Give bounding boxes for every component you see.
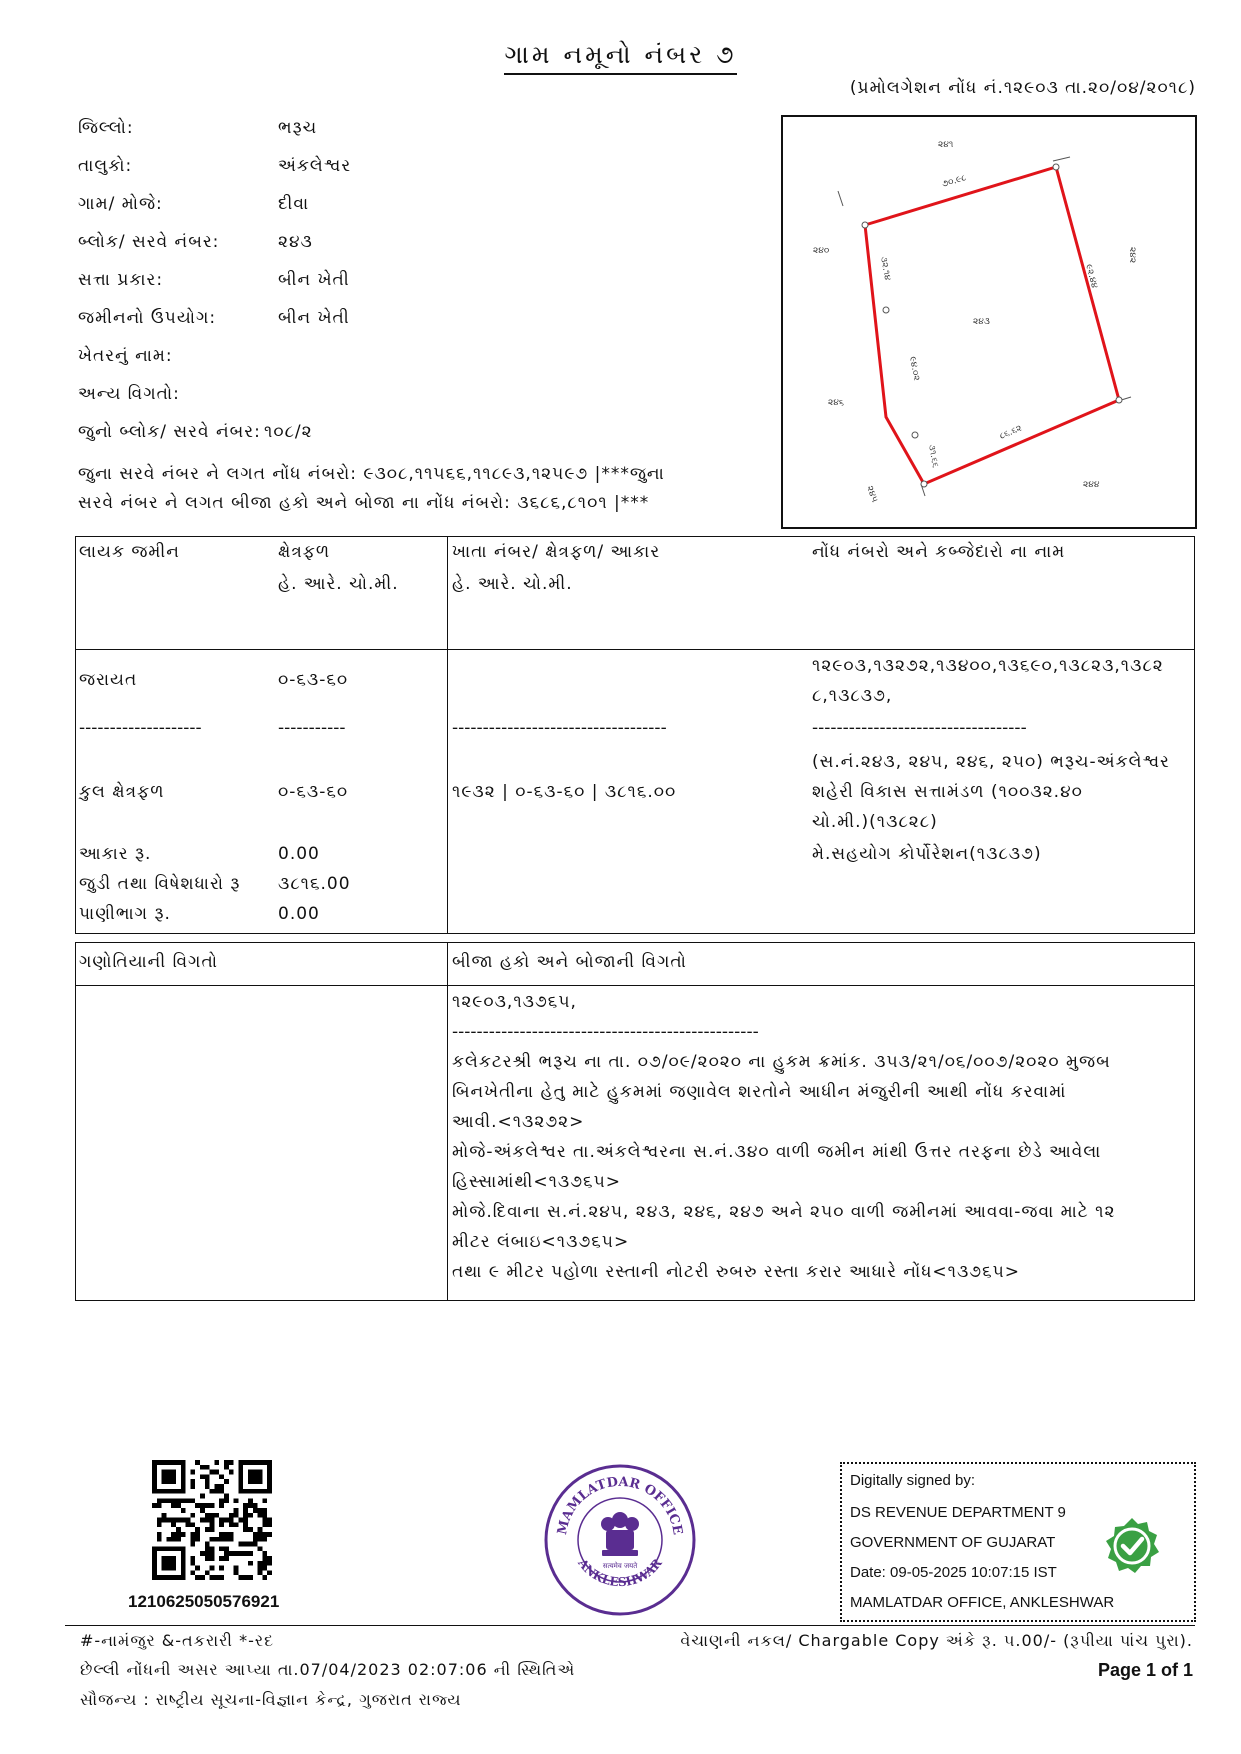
page-number: Page 1 of 1 (1097, 1660, 1193, 1680)
footer-courtesy: સૌજન્ય : રાષ્ટ્રીય સૂચના-વિજ્ઞાન કેન્દ્ર, ગુજરાત રાજ્ય (80, 1690, 462, 1709)
owner-name: શહેરી વિકાસ સત્તામંડળ (૧૦૦૩૨.૪૦ (812, 782, 1083, 802)
header-land: લાયક જમીન (79, 542, 180, 562)
land-details-table (75, 536, 1195, 934)
promulgation-note: (પ્રમોલગેશન નોંધ નં.૧૨૯૦૩ તા.૨૦/૦૪/૨૦૧૮) (849, 78, 1196, 98)
jarayat-label: જરાયત (79, 670, 138, 690)
divider: ----------------------------------- (452, 718, 667, 738)
header-area: ક્ષેત્રફળ (278, 542, 331, 562)
header-account: ખાતા નંબર/ ક્ષેત્રફળ/ આકાર (452, 542, 661, 562)
pani-value: 0.00 (278, 904, 320, 924)
signature-line: Digitally signed by: (850, 1472, 976, 1489)
judi-value: ૩૮૧૬.00 (278, 874, 351, 894)
map-neighbor-label: ૨૪૦ (813, 246, 830, 256)
signature-line: GOVERNMENT OF GUJARAT (850, 1534, 1056, 1551)
header-account-unit: હે. આરે. ચો.મી. (452, 574, 573, 594)
rights-line: બિનખેતીના હેતુ માટે હુકમમાં જણાવેલ શરતોને આધીન મંજુરીની આથી નોંધ કરવામાં (452, 1082, 1067, 1102)
header-rights: બીજા હકો અને બોજાની વિગતો (452, 952, 687, 972)
total-area-value: ૦-૬૩-૬૦ (278, 782, 349, 802)
rights-line: મોજે.દિવાના સ.નં.૨૪૫, ૨૪૩, ૨૪૬, ૨૪૭ અને ૨૫૦ વાળી જમીનમાં આવવા-જવા માટે ૧૨ (452, 1202, 1116, 1222)
signature-line: MAMLATDAR OFFICE, ANKLESHWAR (850, 1594, 1115, 1611)
header-tenants: ગણોતિયાની વિગતો (79, 952, 218, 972)
seal-bottom-text: ANKLESHWAR (575, 1556, 665, 1590)
field-land-use: જમીનનો ઉપયોગ: બીન ખેતી (78, 308, 350, 328)
field-village: ગામ/ મોજે: દીવા (78, 194, 310, 214)
field-old-survey-number: જુનો બ્લોક/ સરવે નંબર: ૧૦૮/૨ (78, 422, 313, 442)
rights-line: હિસ્સામાંથી<૧૩૭૬૫> (452, 1172, 621, 1192)
old-survey-notes: જુના સરવે નંબર ને લગત નોંધ નંબરો: ૯૩૦૮,૧૧૫૬૬,૧૧૮૯૩,૧૨૫૯૭ |***જુના સરવે નંબર ને લગત બીજા હકો અને બોજા ના નોંધ નંબરો: ૩૬૮૬,૮૧૦૧ |*** (78, 464, 665, 513)
map-edge-label: ૯૨.૪૪ (1083, 263, 1100, 290)
seal-motto: सत्यमेव जयते (602, 1562, 638, 1570)
footer-copy-fee: વેચાણની નકલ/ Chargable Copy અંકે રૂ. ૫.00/- (રૂપીયા પાંચ પુરા). (680, 1631, 1193, 1650)
rights-line: ૧૨૯૦૩,૧૩૭૬૫, (452, 992, 577, 1012)
header-owners: નોંધ નંબરો અને કબ્જેદારો ના નામ (812, 542, 1066, 562)
qr-code (152, 1460, 272, 1580)
rights-line: તથા ૯ મીટર પહોળા રસ્તાની નોટરી રુબરુ રસ્તા કરાર આધારે નોંધ<૧૩૭૬૫> (452, 1262, 1021, 1282)
field-tenure-type: સત્તા પ્રકાર: બીન ખેતી (78, 270, 350, 290)
divider: -------------------------------------------------- (452, 1022, 759, 1042)
footer-divider (65, 1625, 1195, 1626)
plot-map (781, 115, 1197, 529)
map-edge-label: ૯૪.૦૨ (907, 355, 922, 382)
mamlatdar-seal (542, 1462, 698, 1618)
rights-line: મીટર લંબાઇ<૧૩૭૬૫> (452, 1232, 630, 1252)
map-neighbor-label: ૨૪૪ (1083, 480, 1100, 490)
field-survey-number: બ્લોક/ સરવે નંબર: ૨૪૩ (78, 232, 313, 252)
divider: -------------------- (79, 718, 202, 738)
field-taluka: તાલુકો: અંકલેશ્વર (78, 156, 352, 176)
field-other-details: અન્ય વિગતો: (78, 384, 180, 404)
jarayat-value: ૦-૬૩-૬૦ (278, 670, 349, 690)
judi-label: જુડી તથા વિષેશધારો રૂ (79, 874, 241, 894)
owner-name: ચો.મી.)(૧૩૮૨૮) (812, 812, 938, 832)
seal-top-text: MAMLATDAR OFFICE (554, 1474, 685, 1537)
document-title: ગામ નમૂનો નંબર ૭ (0, 40, 1241, 70)
verified-check-icon (1102, 1516, 1162, 1576)
account-value: ૧૯૩૨ | ૦-૬૩-૬૦ | ૩૮૧૬.૦૦ (452, 782, 677, 802)
akar-value: 0.00 (278, 844, 320, 864)
rights-table (75, 942, 1195, 1301)
signature-line: DS REVENUE DEPARTMENT 9 (850, 1504, 1066, 1521)
field-district: જિલ્લો: ભરૂચ (78, 118, 318, 138)
rights-line: આવી.<૧૩૨૭૨> (452, 1112, 585, 1132)
map-center-label: ૨૪૩ (973, 317, 990, 327)
plot-map-drawing (783, 117, 1195, 527)
digital-signature-box (840, 1462, 1196, 1622)
owner-name: (સ.નં.૨૪૩, ૨૪૫, ૨૪૬, ૨૫૦) ભરૂચ-અંકલેશ્વર (812, 752, 1170, 772)
signature-line: Date: 09-05-2025 10:07:15 IST (850, 1564, 1057, 1581)
pani-label: પાણીભાગ રૂ. (79, 904, 171, 924)
field-farm-name: ખેતરનું નામ: (78, 346, 173, 366)
rights-line: મોજે-અંકલેશ્વર તા.અંકલેશ્વરના સ.નં.૩૪૦ વાળી જમીન માંથી ઉત્તર તરફના છેડે આવેલા (452, 1142, 1102, 1162)
map-edge-label: ૮૬.૬૨ (998, 423, 1024, 442)
owner-name: મે.સહયોગ કોર્પોરેશન(૧૩૮૩૭) (812, 844, 1042, 864)
map-neighbor-label: ૨૪૨ (1127, 247, 1137, 264)
qr-number: 1210625050576921 (128, 1592, 280, 1611)
map-neighbor-label: ૨૪૧ (938, 140, 954, 150)
total-area-label: કુલ ક્ષેત્રફળ (79, 782, 165, 802)
header-area-unit: હે. આરે. ચો.મી. (278, 574, 399, 594)
akar-label: આકાર રૂ. (79, 844, 152, 864)
divider: ----------- (278, 718, 346, 738)
qr-code-image (152, 1460, 272, 1580)
map-neighbor-label: ૨૪૫ (864, 484, 880, 504)
map-edge-label: ૭૦.૯૮ (940, 173, 968, 190)
rights-line: કલેકટરશ્રી ભરૂચ ના તા. ૦૭/૦૯/૨૦૨૦ ના હુકમ ક્રમાંક. ૩૫૩/૨૧/૦૬/૦૦૭/૨૦૨૦ મુજબ (452, 1052, 1111, 1072)
plot-boundary (865, 167, 1119, 484)
owner-notes: ૧૨૯૦૩,૧૩૨૭૨,૧૩૪૦૦,૧૩૬૯૦,૧૩૮૨૩,૧૩૮૨ (812, 656, 1164, 676)
map-edge-label: ૩૧.૬૬ (926, 443, 940, 469)
map-edge-label: ૩૨.૧૪ (878, 255, 893, 282)
svg-text:ANKLESHWAR (575, 1555, 666, 1589)
footer-status: છેલ્લી નોંધની અસર આપ્યા તા.07/04/2023 02:07:06 ની સ્થિતિએ (80, 1660, 576, 1679)
map-neighbor-label: ૨૪૬ (828, 398, 844, 408)
divider: ----------------------------------- (812, 718, 1027, 738)
seal-emblem-icon (542, 1462, 698, 1618)
owner-notes: ૮,૧૩૮૩૭, (812, 686, 893, 706)
footer-legend: #-નામંજુર &-તકરારી *-રદ (80, 1631, 275, 1650)
